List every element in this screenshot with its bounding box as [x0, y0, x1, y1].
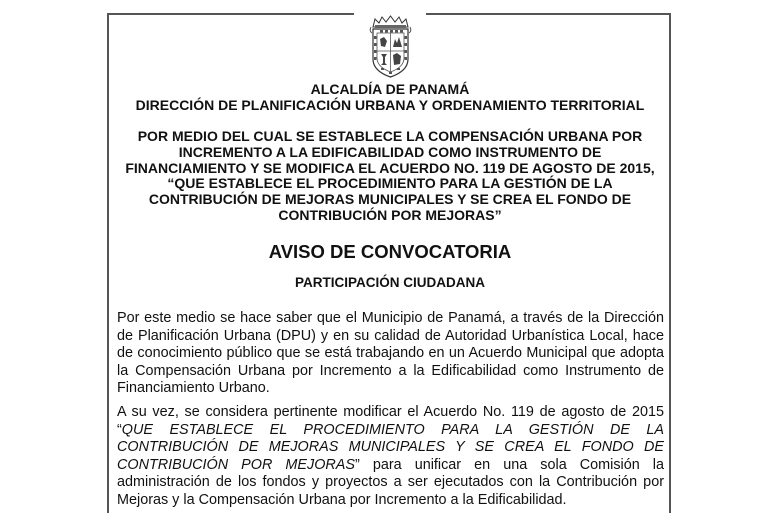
- paragraph-2-intro: A su vez, se considera pertinente modificar el Acuerdo No. 119 de agosto de 2015 “: [117, 404, 664, 438]
- coat-of-arms-icon: [369, 15, 412, 79]
- title-line: CONTRIBUCIÓN POR MEJORAS”: [278, 206, 502, 223]
- frame-border-top-left: [107, 13, 354, 15]
- department-name: DIRECCIÓN DE PLANIFICACIÓN URBANA Y ORDENAMIENTO TERRITORIAL: [135, 97, 645, 113]
- institution-name: ALCALDÍA DE PANAMÁ: [310, 81, 470, 97]
- frame-border-left: [107, 13, 109, 513]
- quoted-agreement-title: QUE ESTABLECE EL PROCEDIMIENTO PARA LA GESTIÓN DE LA CONTRIBUCIÓN DE MEJORAS MUNICIPALES Y SE CREA EL FONDO DE CONTRIBUCIÓN POR MEJORAS: [117, 421, 664, 473]
- paragraph-2-rest: ” para unificar en una sola Comisión la administración de los fondos y proyectos a ser ejecutados con la Contribución por Mejoras y la Compensación Urbana por Incremento a la Edificabilidad.: [117, 456, 664, 508]
- notice-subheading: PARTICIPACIÓN CIUDADANA: [295, 275, 485, 290]
- document-title: [118, 129, 662, 224]
- title-line: INCREMENTO A LA EDIFICABILIDAD COMO INSTRUMENTO DE: [178, 143, 602, 160]
- notice-heading: AVISO DE CONVOCATORIA: [268, 241, 512, 262]
- title-line: CONTRIBUCIÓN DE MEJORAS MUNICIPALES Y SE CREA EL FONDO DE: [148, 191, 632, 208]
- body-paragraph-1: Por este medio se hace saber que el Municipio de Panamá, a través de la Dirección de Planificación Urbana (DPU) y en su calidad de Autoridad Urbanística Local, hace de conocimiento público que se está trabajando en un Acuerdo Municipal que adopta la Compensación Urbana por Incremento a la Edificabilidad como Instrumento de Financiamiento Urbano.: [117, 310, 664, 397]
- body-paragraph-2: [117, 404, 664, 510]
- letterhead: [110, 81, 670, 113]
- title-line: FINANCIAMIENTO Y SE MODIFICA EL ACUERDO NO. 119 DE AGOSTO DE 2015,: [125, 159, 655, 176]
- frame-border-top-right: [426, 13, 671, 15]
- title-line: “QUE ESTABLECE EL PROCEDIMIENTO PARA LA GESTIÓN DE LA: [167, 175, 613, 192]
- title-line: POR MEDIO DEL CUAL SE ESTABLECE LA COMPENSACIÓN URBANA POR: [137, 128, 643, 144]
